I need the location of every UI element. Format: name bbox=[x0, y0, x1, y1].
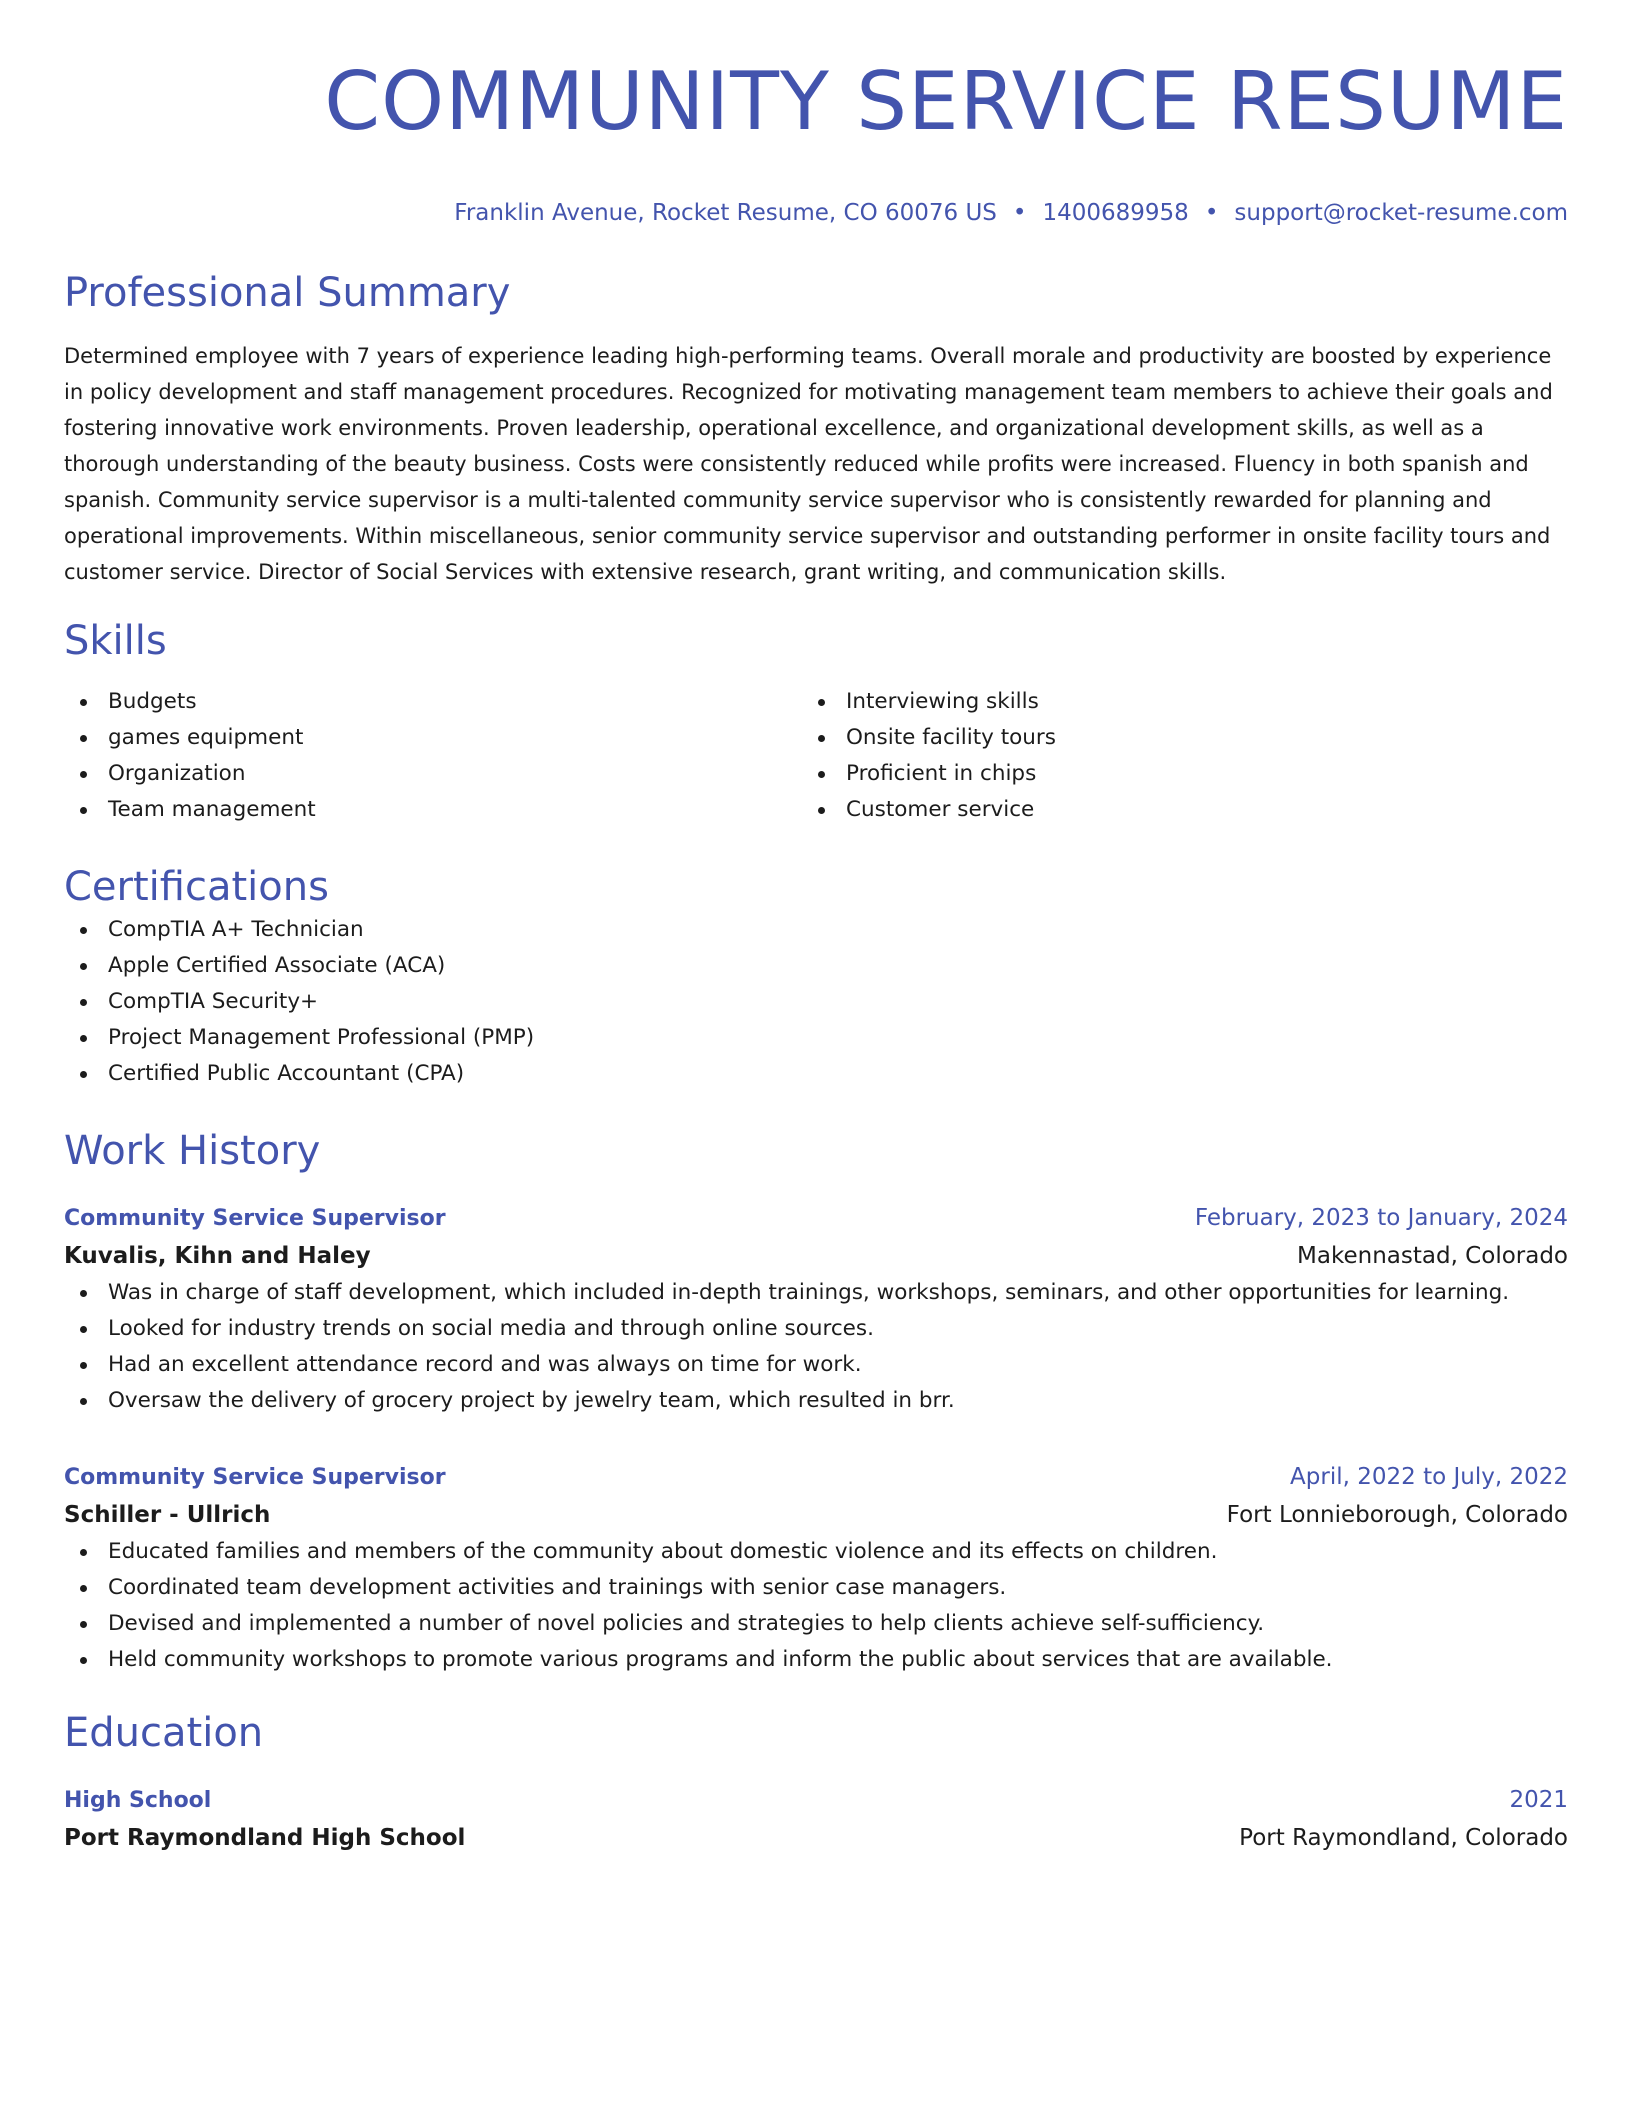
job-entry bbox=[64, 1459, 1568, 1678]
education-location: Port Raymondland, Colorado bbox=[1239, 1825, 1568, 1851]
contact-separator: • bbox=[1012, 200, 1027, 226]
skill-item: Customer service bbox=[802, 792, 1540, 828]
education-school-row bbox=[64, 1819, 1568, 1857]
job-dates: February, 2023 to January, 2024 bbox=[1194, 1205, 1568, 1231]
skills-list-right bbox=[802, 684, 1540, 828]
skill-item: Team management bbox=[64, 792, 802, 828]
contact-email: support@rocket-resume.com bbox=[1234, 200, 1568, 226]
job-duty-item: Coordinated team development activities and trainings with senior case managers. bbox=[64, 1570, 1568, 1606]
summary-text: Determined employee with 7 years of experience leading high-performing teams. Overall morale and productivity are boosted by experience in policy development and staff management procedures. Recognized for motivating management team members to achieve their goals and fostering innovative work environments. Proven leadership, operational excellence, and organizational development skills, as well as a thorough understanding of the beauty business. Costs were consistently reduced while profits were increased. Fluency in both spanish and spanish. Community service supervisor is a multi-talented community service supervisor who is consistently rewarded for planning and operational improvements. Within miscellaneous, senior community service supervisor and outstanding performer in onsite facility tours and customer service. Director of Social Services with extensive research, grant writing, and communication skills. bbox=[64, 344, 1553, 584]
certification-item: Apple Certified Associate (ACA) bbox=[64, 948, 1568, 984]
job-employer: Kuvalis, Kihn and Haley bbox=[64, 1243, 371, 1269]
education-degree: High School bbox=[64, 1788, 212, 1813]
work-history-section bbox=[64, 1126, 1568, 1678]
job-employer-row bbox=[64, 1237, 1568, 1275]
contact-line bbox=[64, 198, 1568, 228]
job-header-row bbox=[64, 1200, 1568, 1237]
job-header-row bbox=[64, 1459, 1568, 1496]
education-heading: Education bbox=[64, 1710, 264, 1756]
certifications-section bbox=[64, 862, 1568, 1092]
job-duties-list bbox=[64, 1275, 1568, 1419]
skill-item: Interviewing skills bbox=[802, 684, 1540, 720]
job-duty-item: Oversaw the delivery of grocery project by jewelry team, which resulted in brr. bbox=[64, 1383, 1568, 1419]
job-duty-item: Educated families and members of the community about domestic violence and its effects on children. bbox=[64, 1534, 1568, 1570]
certification-item: CompTIA A+ Technician bbox=[64, 912, 1568, 948]
certification-item: Project Management Professional (PMP) bbox=[64, 1020, 1568, 1056]
education-entry bbox=[64, 1782, 1568, 1857]
work-history-heading: Work History bbox=[64, 1128, 321, 1174]
skill-item: Proficient in chips bbox=[802, 756, 1540, 792]
summary-section bbox=[64, 268, 1568, 590]
contact-separator: • bbox=[1204, 200, 1219, 226]
job-duty-item: Held community workshops to promote various programs and inform the public about services that are available. bbox=[64, 1642, 1568, 1678]
skill-item: games equipment bbox=[64, 720, 802, 756]
job-employer: Schiller - Ullrich bbox=[64, 1502, 271, 1528]
skills-section bbox=[64, 616, 1568, 828]
job-duty-item: Devised and implemented a number of novel policies and strategies to help clients achieve self-sufficiency. bbox=[64, 1606, 1568, 1642]
resume-header bbox=[64, 52, 1568, 228]
certifications-heading: Certifications bbox=[64, 864, 329, 910]
education-section bbox=[64, 1708, 1568, 1857]
job-duties-list bbox=[64, 1534, 1568, 1678]
certifications-list bbox=[64, 912, 1568, 1092]
contact-phone: 1400689958 bbox=[1042, 200, 1189, 226]
job-employer-row bbox=[64, 1496, 1568, 1534]
certification-item: CompTIA Security+ bbox=[64, 984, 1568, 1020]
certification-item: Certified Public Accountant (CPA) bbox=[64, 1056, 1568, 1092]
skills-column-right bbox=[802, 684, 1540, 828]
skills-heading: Skills bbox=[64, 618, 167, 664]
job-duty-item: Had an excellent attendance record and was always on time for work. bbox=[64, 1347, 1568, 1383]
job-title: Community Service Supervisor bbox=[64, 1465, 446, 1490]
skills-column-left bbox=[64, 684, 802, 828]
skill-item: Organization bbox=[64, 756, 802, 792]
job-dates: April, 2022 to July, 2022 bbox=[1290, 1464, 1568, 1490]
job-location: Fort Lonnieborough, Colorado bbox=[1226, 1502, 1568, 1528]
job-location: Makennastad, Colorado bbox=[1297, 1243, 1568, 1269]
skill-item: Budgets bbox=[64, 684, 802, 720]
job-title: Community Service Supervisor bbox=[64, 1206, 446, 1231]
education-header-row bbox=[64, 1782, 1568, 1819]
skill-item: Onsite facility tours bbox=[802, 720, 1540, 756]
job-entry bbox=[64, 1200, 1568, 1419]
job-duty-item: Was in charge of staff development, which included in-depth trainings, workshops, seminars, and other opportunities for learning. bbox=[64, 1275, 1568, 1311]
skills-list-left bbox=[64, 684, 802, 828]
education-school: Port Raymondland High School bbox=[64, 1825, 466, 1851]
education-year: 2021 bbox=[1509, 1787, 1568, 1813]
resume-title: COMMUNITY SERVICE RESUME bbox=[324, 55, 1568, 148]
summary-heading: Professional Summary bbox=[64, 270, 511, 316]
job-duty-item: Looked for industry trends on social media and through online sources. bbox=[64, 1311, 1568, 1347]
contact-address: Franklin Avenue, Rocket Resume, CO 60076 US bbox=[454, 200, 997, 226]
skills-grid bbox=[64, 684, 1568, 828]
